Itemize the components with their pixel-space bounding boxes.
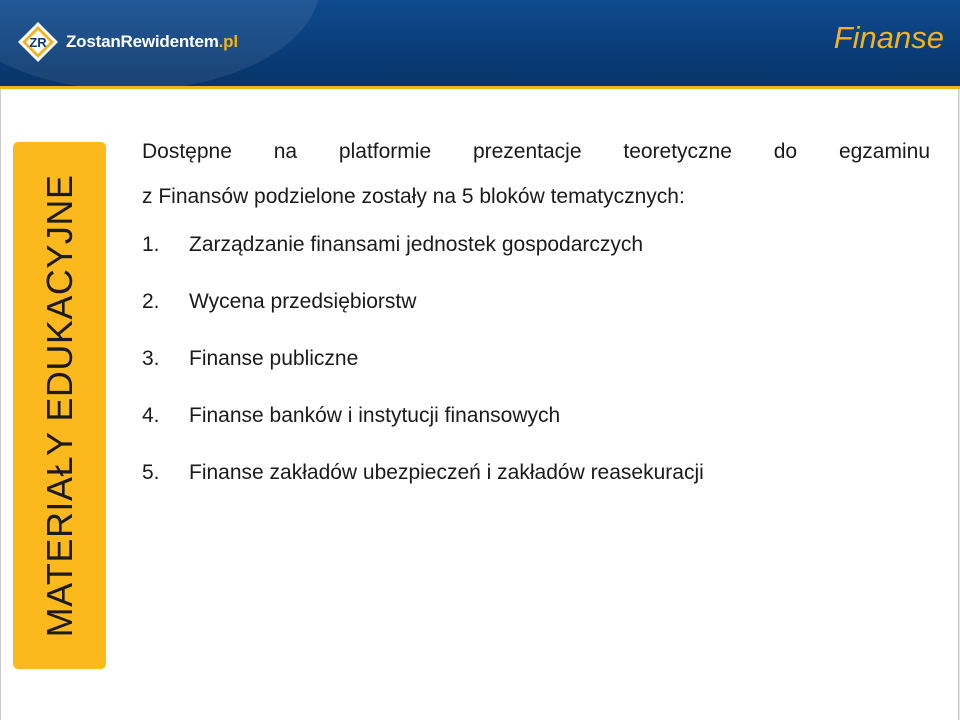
intro-word: teoretyczne [623, 140, 732, 163]
site-logo[interactable] [16, 20, 238, 64]
list-item-label: Wycena przedsiębiorstw [189, 290, 417, 313]
list-item-label: Finanse zakładów ubezpieczeń i zakładów reasekuracji [189, 461, 704, 484]
list-item-number: 3. [142, 347, 160, 370]
logo-brand-suffix: .pl [218, 32, 238, 51]
intro-paragraph-line-2: z Finansów podzielone zostały na 5 bloków tematycznych: [142, 185, 685, 208]
list-item-number: 2. [142, 290, 160, 313]
list-item [142, 230, 930, 287]
list-item-label: Finanse publiczne [189, 347, 359, 370]
list-item [142, 458, 930, 515]
intro-word: na [273, 140, 298, 163]
list-item-label: Finanse banków i instytucji finansowych [189, 404, 561, 427]
intro-paragraph-line-1 [142, 132, 930, 172]
list-item-number: 1. [142, 233, 160, 256]
list-item [142, 287, 930, 344]
intro-word: Dostępne [142, 140, 232, 163]
section-title: Finanse [833, 20, 944, 55]
list-item-number: 5. [142, 461, 160, 484]
intro-word: prezentacje [472, 140, 582, 163]
list-item-label: Zarządzanie finansami jednostek gospodarczych [189, 233, 644, 256]
intro-word: do [773, 140, 798, 163]
list-item [142, 344, 930, 401]
side-label-box [13, 142, 106, 669]
diamond-zr-logo-icon [16, 20, 60, 64]
intro-word: platformie [338, 140, 432, 163]
list-item [142, 401, 930, 458]
logo-mark-letters: ZR [29, 35, 47, 50]
side-label-text: MATERIAŁY EDUKACYJNE [38, 174, 80, 637]
list-item-number: 4. [142, 404, 160, 427]
logo-brand-text: ZostanRewidentem [66, 32, 219, 51]
header-divider [0, 86, 960, 89]
logo-text [66, 32, 238, 52]
content-body [142, 132, 930, 515]
topic-list [142, 230, 930, 515]
slide-header [0, 0, 960, 88]
frame-border-left [0, 89, 1, 720]
intro-word: egzaminu [838, 140, 930, 163]
